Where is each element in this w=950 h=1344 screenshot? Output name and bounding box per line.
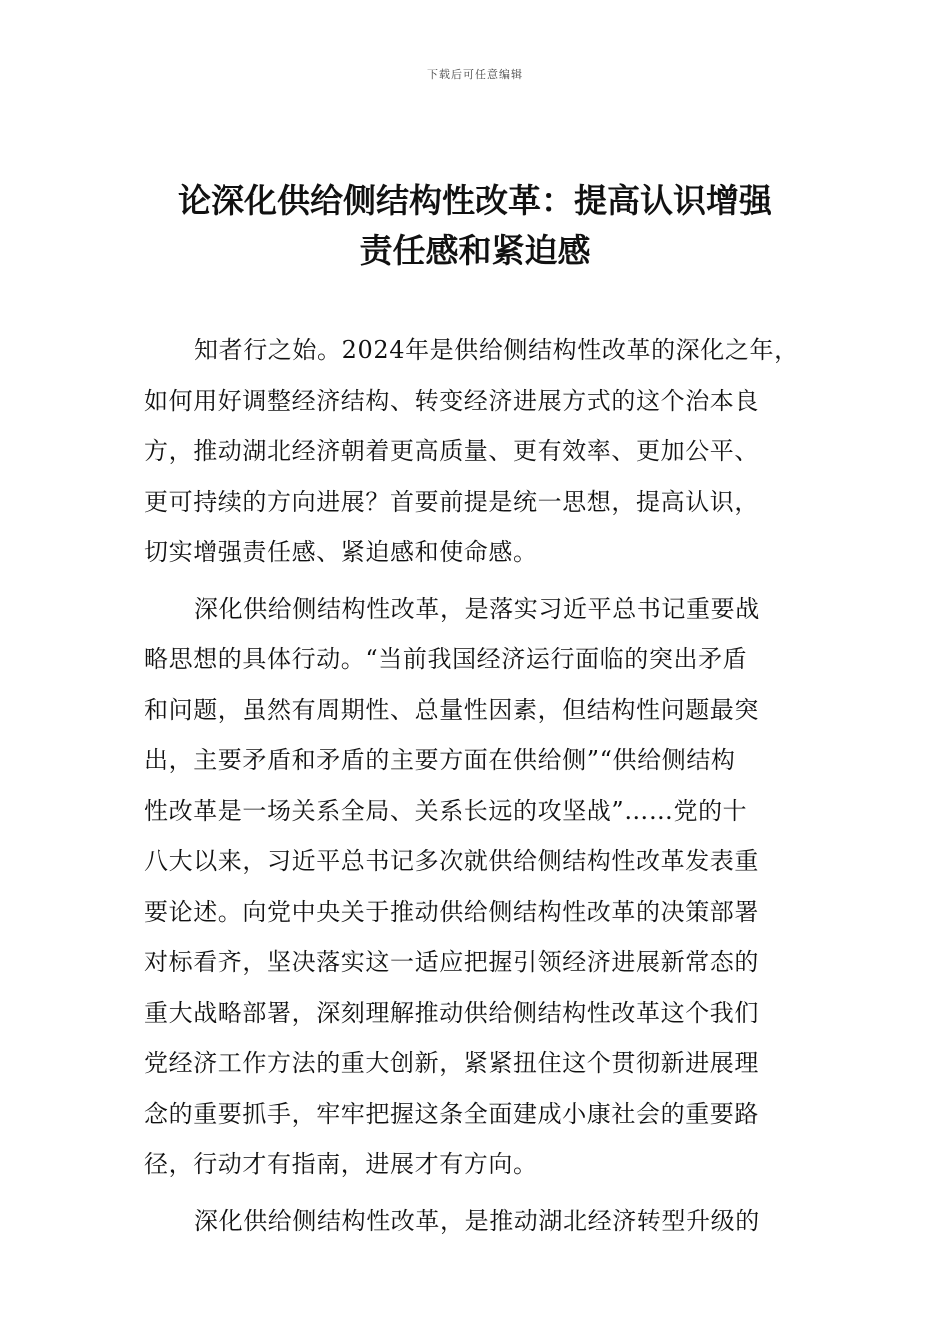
paragraph-line: 略思想的具体行动。“当前我国经济运行面临的突出矛盾 [144,645,748,673]
paragraph-line: 对标看齐，坚决落实这一适应把握引领经济进展新常态的 [144,948,759,976]
paragraph-line: 径，行动才有指南，进展才有方向。 [144,1150,538,1178]
document-body [144,325,814,1246]
paragraph-line: 知者行之始。2024年是供给侧结构性改革的深化之年， [194,336,799,364]
paragraph-line: 重大战略部署，深刻理解推动供给侧结构性改革这个我们 [144,998,759,1027]
title-line-2: 责任感和紧迫感 [359,231,591,270]
paragraph-line: 念的重要抓手，牢牢把握这条全面建成小康社会的重要路 [144,1099,759,1128]
paragraph-line: 出，主要矛盾和矛盾的主要方面在供给侧”“供给侧结构 [144,746,736,774]
document-title [140,176,810,276]
header-note: 下载后可任意编辑 [427,68,523,81]
paragraph-line: 深化供给侧结构性改革，是推动湖北经济转型升级的 [194,1206,760,1235]
paragraph-2 [144,584,814,1190]
paragraph-line: 要论述。向党中央关于推动供给侧结构性改革的决策部署 [144,897,759,926]
paragraph-line: 深化供给侧结构性改革，是落实习近平总书记重要战 [194,594,760,623]
paragraph-line: 八大以来，习近平总书记多次就供给侧结构性改革发表重 [144,847,759,875]
paragraph-1 [144,325,814,578]
paragraph-line: 如何用好调整经济结构、转变经济进展方式的这个治本良 [144,386,759,415]
paragraph-line: 性改革是一场关系全局、关系长远的攻坚战”……党的十 [144,796,748,825]
paragraph-line: 党经济工作方法的重大创新，紧紧扭住这个贯彻新进展理 [144,1049,759,1077]
paragraph-line: 更可持续的方向进展？首要前提是统一思想，提高认识， [144,487,759,516]
paragraph-line: 方，推动湖北经济朝着更高质量、更有效率、更加公平、 [144,437,759,465]
paragraph-line: 和问题，虽然有周期性、总量性因素，但结构性问题最突 [144,695,759,724]
title-line-1: 论深化供给侧结构性改革：提高认识增强 [178,181,772,220]
paragraph-line: 切实增强责任感、紧迫感和使命感。 [144,538,538,566]
paragraph-3 [144,1196,814,1247]
